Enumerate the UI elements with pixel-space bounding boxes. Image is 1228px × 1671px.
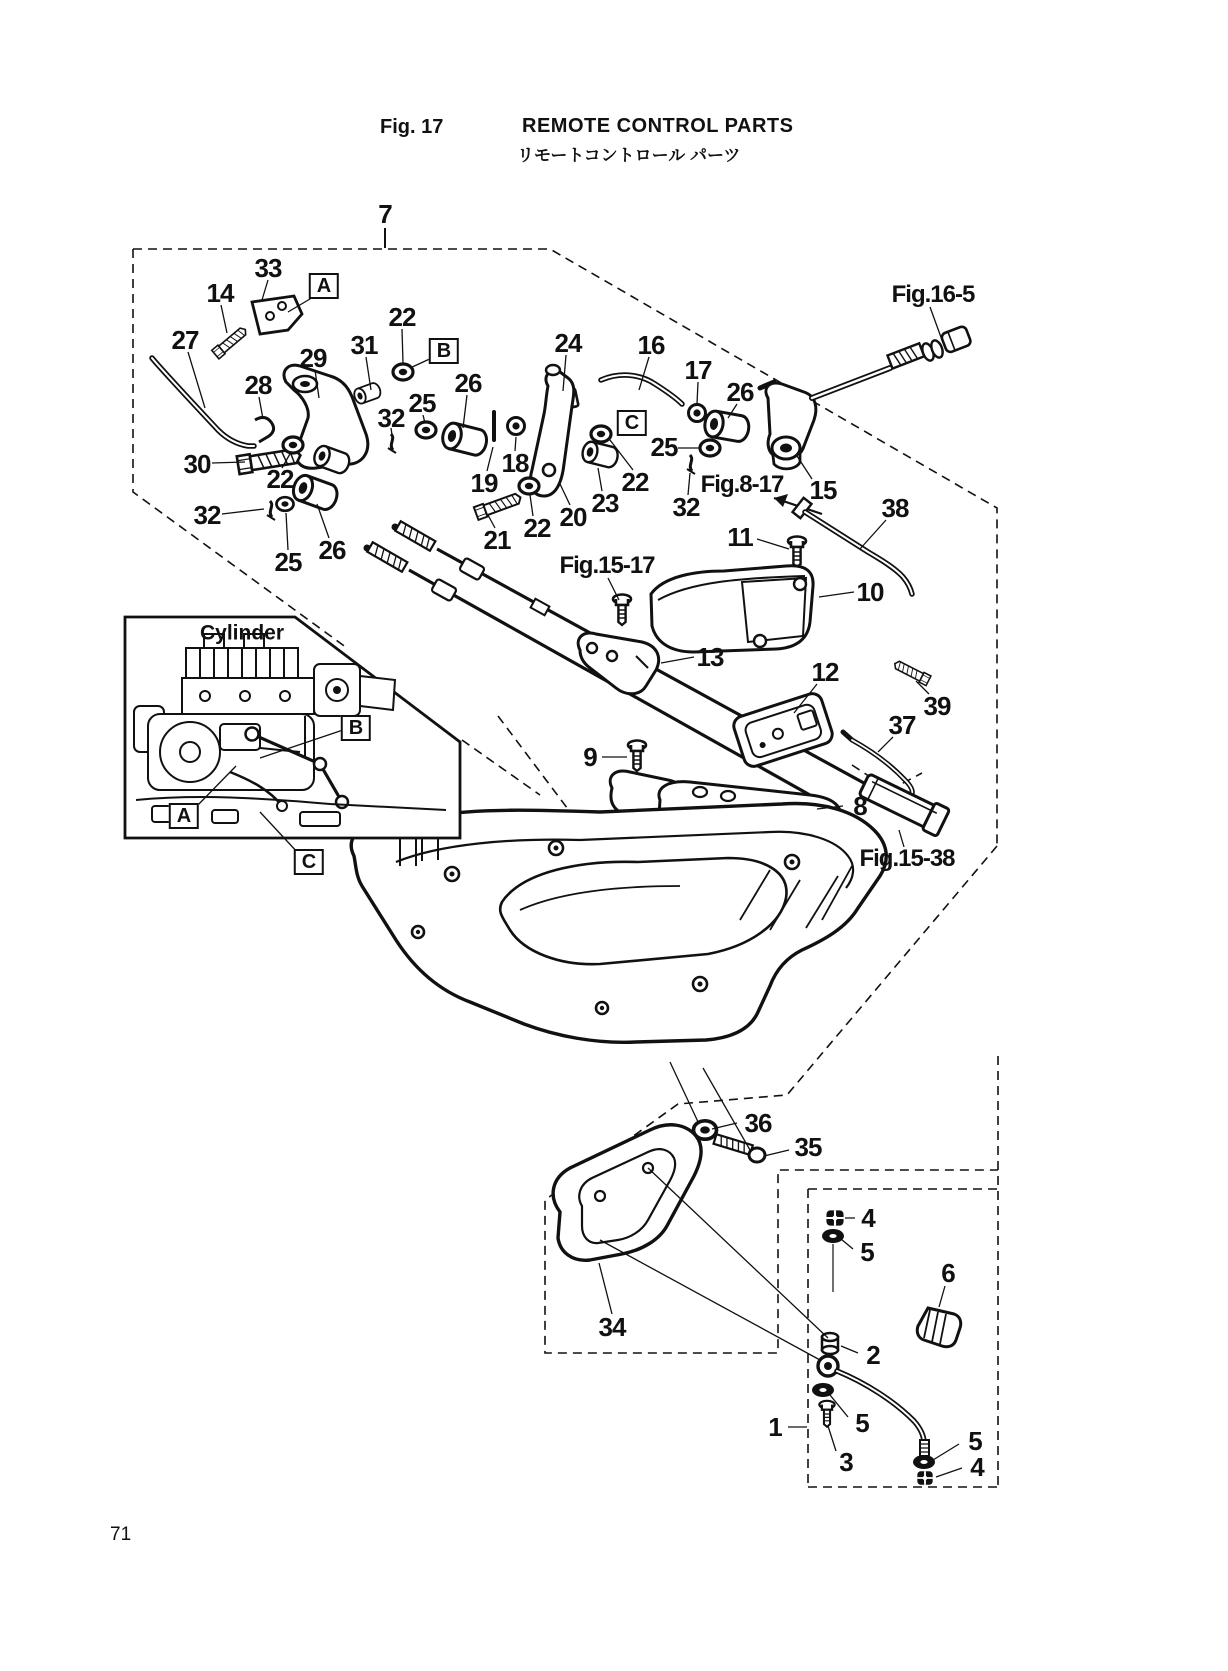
figure-ref-fig-8-17: Fig.8-17	[700, 471, 784, 498]
part-label-39: 39	[923, 691, 951, 721]
part-label-3: 3	[839, 1447, 853, 1477]
part-label-25: 25	[650, 432, 678, 462]
part-label-25: 25	[408, 388, 436, 418]
part-label-31: 31	[350, 330, 378, 360]
figure-ref-fig-15-38: Fig.15-38	[859, 845, 955, 872]
part-label-4: 4	[970, 1452, 984, 1482]
part-label-5: 5	[855, 1408, 869, 1438]
page-title-japanese: リモートコントロール パーツ	[517, 146, 741, 165]
figure-ref-fig-15-17: Fig.15-17	[559, 552, 655, 579]
callout-letter-c: C	[294, 849, 324, 875]
part-label-25: 25	[274, 547, 302, 577]
part-label-13: 13	[696, 642, 724, 672]
part-label-17: 17	[684, 355, 712, 385]
part-label-22: 22	[388, 302, 416, 332]
callout-letter-b: B	[429, 338, 459, 364]
part-label-16: 16	[637, 330, 665, 360]
part-label-5: 5	[860, 1237, 874, 1267]
part-label-26: 26	[318, 535, 346, 565]
part-label-28: 28	[244, 370, 272, 400]
part-label-9: 9	[583, 742, 597, 772]
part-label-14: 14	[206, 278, 234, 308]
part-label-35: 35	[794, 1132, 822, 1162]
part-label-36: 36	[744, 1108, 772, 1138]
part-label-15: 15	[809, 475, 837, 505]
part-label-38: 38	[881, 493, 909, 523]
inset-title-cylinder: Cylinder	[199, 621, 285, 645]
part-label-27: 27	[171, 325, 199, 355]
callout-letter-a: A	[169, 803, 199, 829]
part-label-1: 1	[768, 1412, 782, 1442]
part-label-21: 21	[483, 525, 511, 555]
part-label-10: 10	[856, 577, 884, 607]
part-label-29: 29	[299, 343, 327, 373]
part-label-11: 11	[727, 522, 753, 552]
part-label-32: 32	[193, 500, 221, 530]
part-label-19: 19	[470, 468, 498, 498]
page-title: REMOTE CONTROL PARTS	[522, 115, 794, 137]
part-label-26: 26	[454, 368, 482, 398]
part-label-12: 12	[811, 657, 839, 687]
part-label-22: 22	[621, 467, 649, 497]
part-label-33: 33	[254, 253, 282, 283]
part-label-2: 2	[866, 1340, 880, 1370]
part-label-18: 18	[501, 448, 529, 478]
part-label-6: 6	[941, 1258, 955, 1288]
part-label-4: 4	[861, 1203, 875, 1233]
part-label-24: 24	[554, 328, 582, 358]
part-label-20: 20	[559, 502, 587, 532]
figure-ref-fig-16-5: Fig.16-5	[891, 281, 975, 308]
part-label-32: 32	[377, 403, 405, 433]
callout-letter-a: A	[309, 273, 339, 299]
part-label-8: 8	[853, 791, 867, 821]
callout-letter-b: B	[341, 715, 371, 741]
part-label-23: 23	[591, 488, 619, 518]
figure-number: Fig. 17	[380, 116, 444, 138]
page-number: 71	[110, 1524, 132, 1545]
part-label-26: 26	[726, 377, 754, 407]
part-label-5: 5	[968, 1426, 982, 1456]
part-label-37: 37	[888, 710, 916, 740]
part-label-22: 22	[266, 464, 294, 494]
part-label-30: 30	[183, 449, 211, 479]
part-label-7: 7	[378, 199, 392, 229]
part-label-32: 32	[672, 492, 700, 522]
part-label-34: 34	[598, 1312, 626, 1342]
callout-letter-c: C	[617, 410, 647, 436]
part-label-22: 22	[523, 513, 551, 543]
